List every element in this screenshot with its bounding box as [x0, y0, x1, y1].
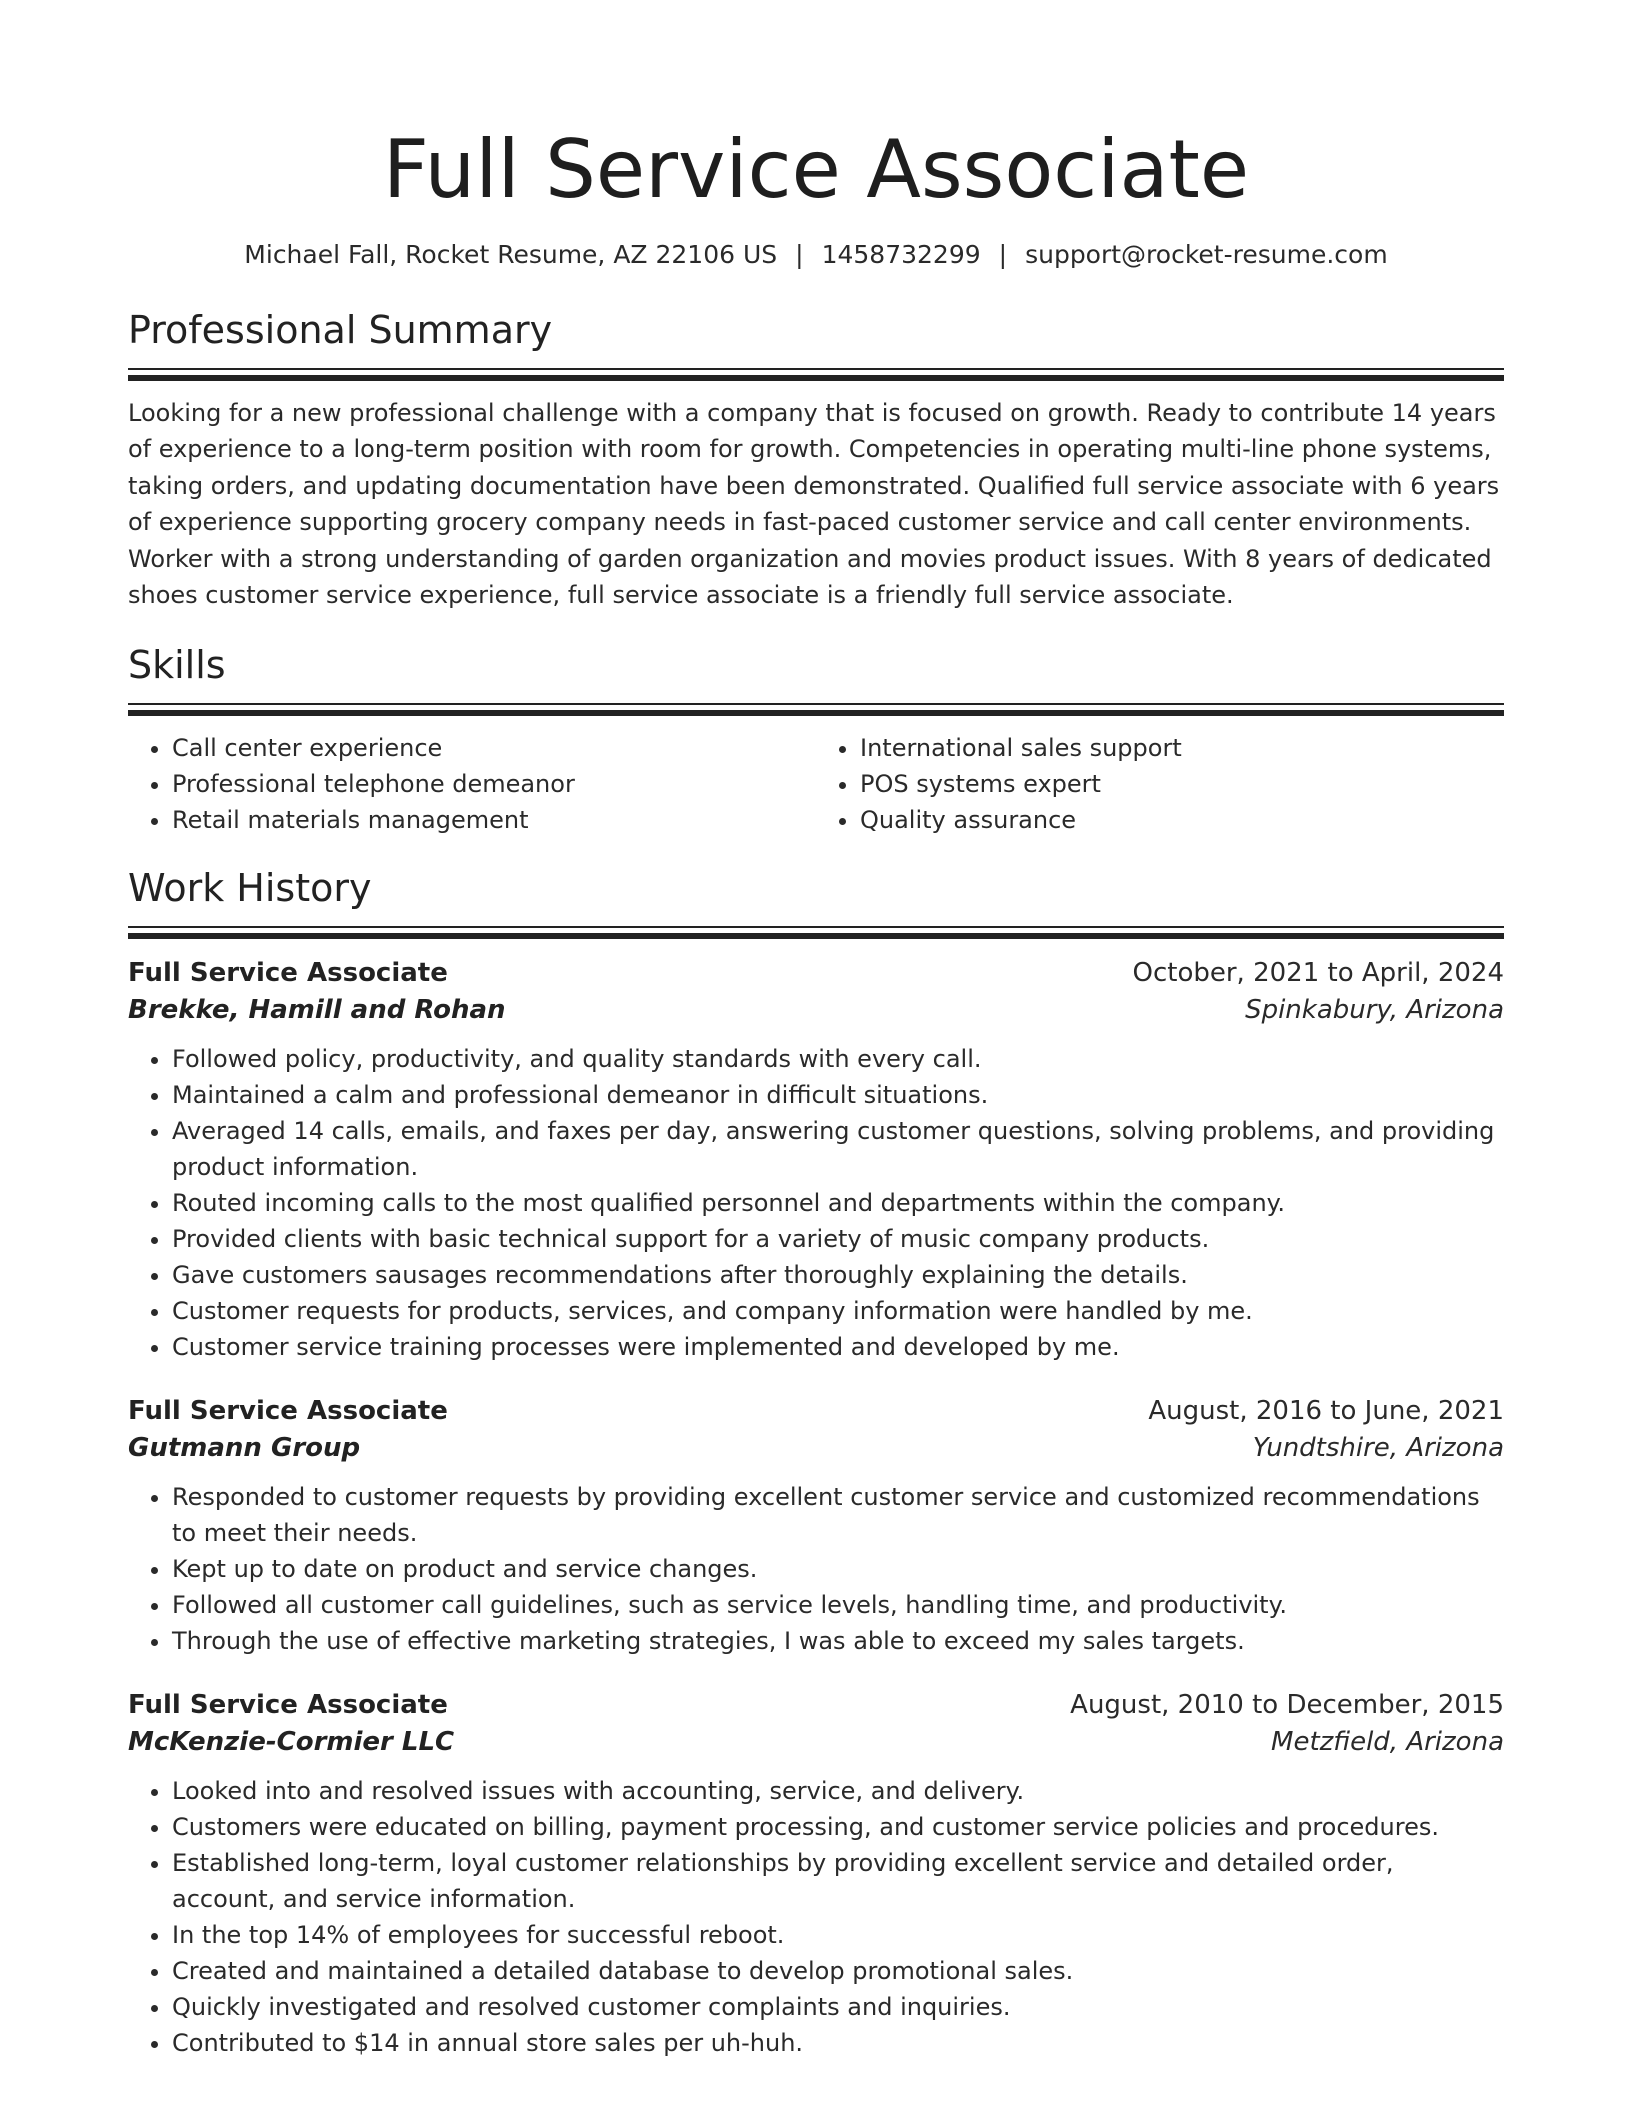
job-bullet: • Followed policy, productivity, and quality standards with every call. [172, 1041, 1504, 1077]
job-bullet: • Customer service training processes were implemented and developed by me. [172, 1329, 1504, 1365]
job-header [128, 1393, 1504, 1429]
job-location: Yundtshire, Arizona [1252, 1433, 1504, 1464]
job-bullet: • Routed incoming calls to the most qualified personnel and departments within the company. [172, 1185, 1504, 1221]
job-subheader [128, 1723, 1504, 1761]
skill-item: • POS systems expert [860, 766, 1504, 802]
resume-page [128, 120, 1504, 2061]
summary-section [128, 306, 1504, 613]
contact-line [128, 238, 1504, 272]
job-bullet-list [128, 1773, 1504, 2061]
job-bullet: • Maintained a calm and professional demeanor in difficult situations. [172, 1077, 1504, 1113]
job-dates: August, 2016 to June, 2021 [1148, 1396, 1504, 1427]
section-divider [128, 703, 1504, 705]
section-divider [128, 926, 1504, 928]
job-header [128, 1687, 1504, 1723]
contact-separator: | [998, 240, 1008, 269]
job-bullet: • Gave customers sausages recommendations after thoroughly explaining the details. [172, 1257, 1504, 1293]
job-company: Gutmann Group [128, 1433, 361, 1464]
job-bullet: • Responded to customer requests by providing excellent customer service and customized recommendations to meet their needs. [172, 1479, 1504, 1551]
job-title: Full Service Associate [128, 958, 448, 989]
jobs-list [128, 955, 1504, 2061]
skill-item: • Quality assurance [860, 802, 1504, 838]
job-bullet: • Created and maintained a detailed database to develop promotional sales. [172, 1953, 1504, 1989]
job-bullet: • Followed all customer call guidelines, such as service levels, handling time, and productivity. [172, 1587, 1504, 1623]
job-company: Brekke, Hamill and Rohan [128, 995, 506, 1026]
work-heading: Work History [128, 866, 372, 911]
job-bullet: • Kept up to date on product and service changes. [172, 1551, 1504, 1587]
contact-phone: 1458732299 [821, 240, 981, 269]
job-dates: August, 2010 to December, 2015 [1070, 1690, 1504, 1721]
skill-item: • International sales support [860, 730, 1504, 766]
work-section [128, 864, 1504, 2061]
job-location: Metzfield, Arizona [1271, 1727, 1504, 1758]
job-dates: October, 2021 to April, 2024 [1132, 958, 1504, 989]
job-bullet-list [128, 1479, 1504, 1659]
job-bullet: • Customer requests for products, services, and company information were handled by me. [172, 1293, 1504, 1329]
job-bullet-list [128, 1041, 1504, 1365]
skills-heading: Skills [128, 643, 226, 688]
job-entry [128, 1393, 1504, 1659]
section-divider-thick [128, 375, 1504, 381]
job-bullet: • Customers were educated on billing, payment processing, and customer service policies and procedures. [172, 1809, 1504, 1845]
contact-email: support@rocket-resume.com [1025, 240, 1388, 269]
job-bullet: • Contributed to $14 in annual store sales per uh-huh. [172, 2025, 1504, 2061]
job-subheader [128, 1429, 1504, 1467]
section-divider [128, 368, 1504, 370]
job-bullet: • Looked into and resolved issues with accounting, service, and delivery. [172, 1773, 1504, 1809]
section-divider-thick [128, 933, 1504, 939]
contact-separator: | [795, 240, 804, 269]
job-bullet: • Established long-term, loyal customer relationships by providing excellent service and detailed order, account, and service information. [172, 1845, 1504, 1917]
skill-item: • Call center experience [172, 730, 816, 766]
job-entry [128, 1687, 1504, 2061]
job-bullet: • Quickly investigated and resolved customer complaints and inquiries. [172, 1989, 1504, 2025]
job-header [128, 955, 1504, 991]
contact-address: Michael Fall, Rocket Resume, AZ 22106 US [244, 240, 778, 269]
job-location: Spinkabury, Arizona [1245, 995, 1504, 1026]
summary-text: Looking for a new professional challenge with a company that is focused on growth. Ready to contribute 14 years of experience to a long-term position with room for growth. Competencies in operating multi-line phone systems, taking orders, and updating documentation have been demonstrated. Qualified full service associate with 6 years of experience supporting grocery company needs in fast-paced customer service and call center environments. Worker with a strong understanding of garden organization and movies product issues. With 8 years of dedicated shoes customer service experience, full service associate is a friendly full service associate. [128, 399, 1500, 610]
job-entry [128, 955, 1504, 1365]
skills-column-right [816, 730, 1504, 838]
job-bullet: • Through the use of effective marketing strategies, I was able to exceed my sales targets. [172, 1623, 1504, 1659]
skill-item: • Retail materials management [172, 802, 816, 838]
skills-section [128, 641, 1504, 838]
skills-column-left [128, 730, 816, 838]
job-bullet: • Averaged 14 calls, emails, and faxes per day, answering customer questions, solving problems, and providing product information. [172, 1113, 1504, 1185]
skills-grid [128, 730, 1504, 838]
summary-heading: Professional Summary [128, 308, 553, 352]
section-divider-thick [128, 710, 1504, 716]
skill-item: • Professional telephone demeanor [172, 766, 816, 802]
job-bullet: • Provided clients with basic technical support for a variety of music company products. [172, 1221, 1504, 1257]
job-subheader [128, 991, 1504, 1029]
job-bullet: • In the top 14% of employees for successful reboot. [172, 1917, 1504, 1953]
job-title: Full Service Associate [128, 1690, 448, 1721]
job-company: McKenzie-Cormier LLC [128, 1727, 455, 1758]
job-title: Full Service Associate [128, 1396, 448, 1427]
resume-title: Full Service Associate [382, 123, 1250, 216]
